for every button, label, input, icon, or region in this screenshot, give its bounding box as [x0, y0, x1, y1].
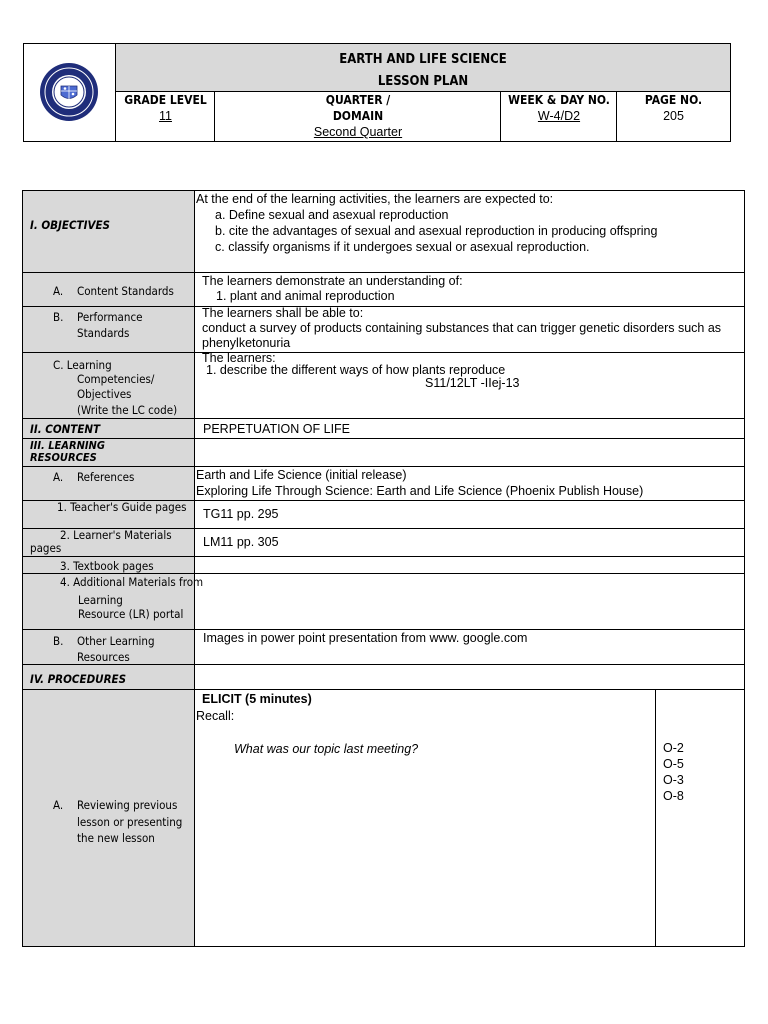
other-resources-value: Images in power point presentation from www. google.com — [203, 631, 528, 645]
page-no-value: 205 — [663, 109, 684, 123]
learning-competencies-label: Objectives — [77, 387, 132, 401]
performance-standards-label: Standards — [77, 326, 130, 340]
objective-item: c. classify organisms if it undergoes sexual or asexual reproduction. — [215, 240, 590, 254]
row-divider — [23, 352, 744, 353]
performance-standards-line1: The learners shall be able to: — [202, 306, 364, 320]
reviewing-letter: A. — [53, 798, 64, 812]
additional-materials-label: Learning — [78, 593, 123, 607]
header-title-line1: EARTH AND LIFE SCIENCE — [339, 52, 507, 67]
row-divider — [23, 306, 744, 307]
reviewing-label: lesson or presenting — [77, 815, 183, 829]
additional-materials-label: 4. Additional Materials from — [60, 575, 204, 589]
learning-competencies-line1: The learners: — [202, 351, 276, 365]
performance-standards-label: Performance — [77, 310, 143, 324]
row-divider — [23, 629, 744, 630]
week-day-value: W-4/D2 — [537, 109, 581, 123]
quarter-label-1: QUARTER / — [325, 93, 391, 107]
performance-standards-line3: phenylketonuria — [202, 336, 291, 350]
other-resources-label: Other Learning — [77, 634, 155, 648]
grade-level-label: GRADE LEVEL — [124, 93, 207, 107]
content-standards-letter: A. — [53, 284, 64, 298]
additional-materials-label: Resource (LR) portal — [78, 607, 184, 621]
content-standards-line1: The learners demonstrate an understanding of: — [202, 274, 463, 288]
row-divider — [23, 573, 744, 574]
performance-standards-letter: B. — [53, 310, 64, 324]
objective-code: O-5 — [663, 757, 684, 771]
references-line1: Earth and Life Science (initial release) — [196, 468, 407, 482]
week-day-label: WEEK & DAY NO. — [508, 93, 610, 107]
reviewing-label: Reviewing previous — [77, 798, 178, 812]
objective-code: O-8 — [663, 789, 684, 803]
elicit-heading: ELICIT (5 minutes) — [202, 692, 312, 706]
performance-standards-line2: conduct a survey of products containing substances that can trigger genetic disorders such as — [202, 321, 722, 335]
references-label: References — [77, 470, 135, 484]
learning-competencies-code: S11/12LT -IIej-13 — [425, 376, 520, 390]
row-divider — [23, 664, 744, 665]
objectives-intro: At the end of the learning activities, the learners are expected to: — [196, 192, 554, 206]
objective-code: O-2 — [663, 741, 684, 755]
content-standards-line2: 1. plant and animal reproduction — [216, 289, 395, 303]
other-resources-label: Resources — [77, 650, 130, 664]
procedures-label: IV. PROCEDURES — [30, 672, 127, 686]
teachers-guide-label: 1. Teacher's Guide pages — [57, 500, 187, 514]
objectives-label: I. OBJECTIVES — [30, 218, 110, 232]
content-value: PERPETUATION OF LIFE — [203, 422, 351, 436]
learners-materials-label: pages — [30, 541, 62, 555]
objective-item: b. cite the advantages of sexual and asexual reproduction in producing offspring — [215, 224, 658, 238]
school-seal-logo — [39, 62, 99, 122]
page-no-label: PAGE NO. — [644, 93, 703, 107]
row-divider — [23, 438, 744, 439]
textbook-label: 3. Textbook pages — [60, 559, 154, 573]
reviewing-label: the new lesson — [77, 831, 155, 845]
grade-level-value: 11 — [159, 109, 172, 123]
header-title-line2: LESSON PLAN — [377, 74, 469, 89]
teachers-guide-value: TG11 pp. 295 — [203, 507, 279, 521]
learning-competencies-label: Competencies/ — [77, 372, 155, 386]
recall-question: What was our topic last meeting? — [234, 742, 419, 756]
references-letter: A. — [53, 470, 64, 484]
quarter-value: Second Quarter — [313, 125, 403, 139]
quarter-label-2: DOMAIN — [332, 109, 384, 123]
content-standards-label: Content Standards — [77, 284, 174, 298]
content-label: II. CONTENT — [30, 422, 101, 436]
row-divider — [23, 466, 744, 467]
learning-resources-label: III. LEARNING — [30, 439, 105, 452]
objective-code: O-3 — [663, 773, 684, 787]
objective-item: a. Define sexual and asexual reproduction — [215, 208, 449, 222]
learners-materials-value: LM11 pp. 305 — [203, 535, 279, 549]
other-resources-letter: B. — [53, 634, 64, 648]
learning-competencies-label: C. Learning — [53, 358, 112, 372]
learning-competencies-label: (Write the LC code) — [77, 403, 178, 417]
row-divider — [23, 556, 744, 557]
row-divider — [23, 272, 744, 273]
learning-resources-label: RESOURCES — [30, 451, 97, 464]
recall-label: Recall: — [196, 709, 235, 723]
row-divider — [23, 418, 744, 419]
codes-column-divider — [655, 689, 656, 946]
learners-materials-label: 2. Learner's Materials — [60, 528, 172, 542]
references-line2: Exploring Life Through Science: Earth and Life Science (Phoenix Publish House) — [196, 484, 644, 498]
learning-competencies-line2: 1. describe the different ways of how plants reproduce — [206, 363, 506, 377]
row-divider — [23, 689, 744, 690]
